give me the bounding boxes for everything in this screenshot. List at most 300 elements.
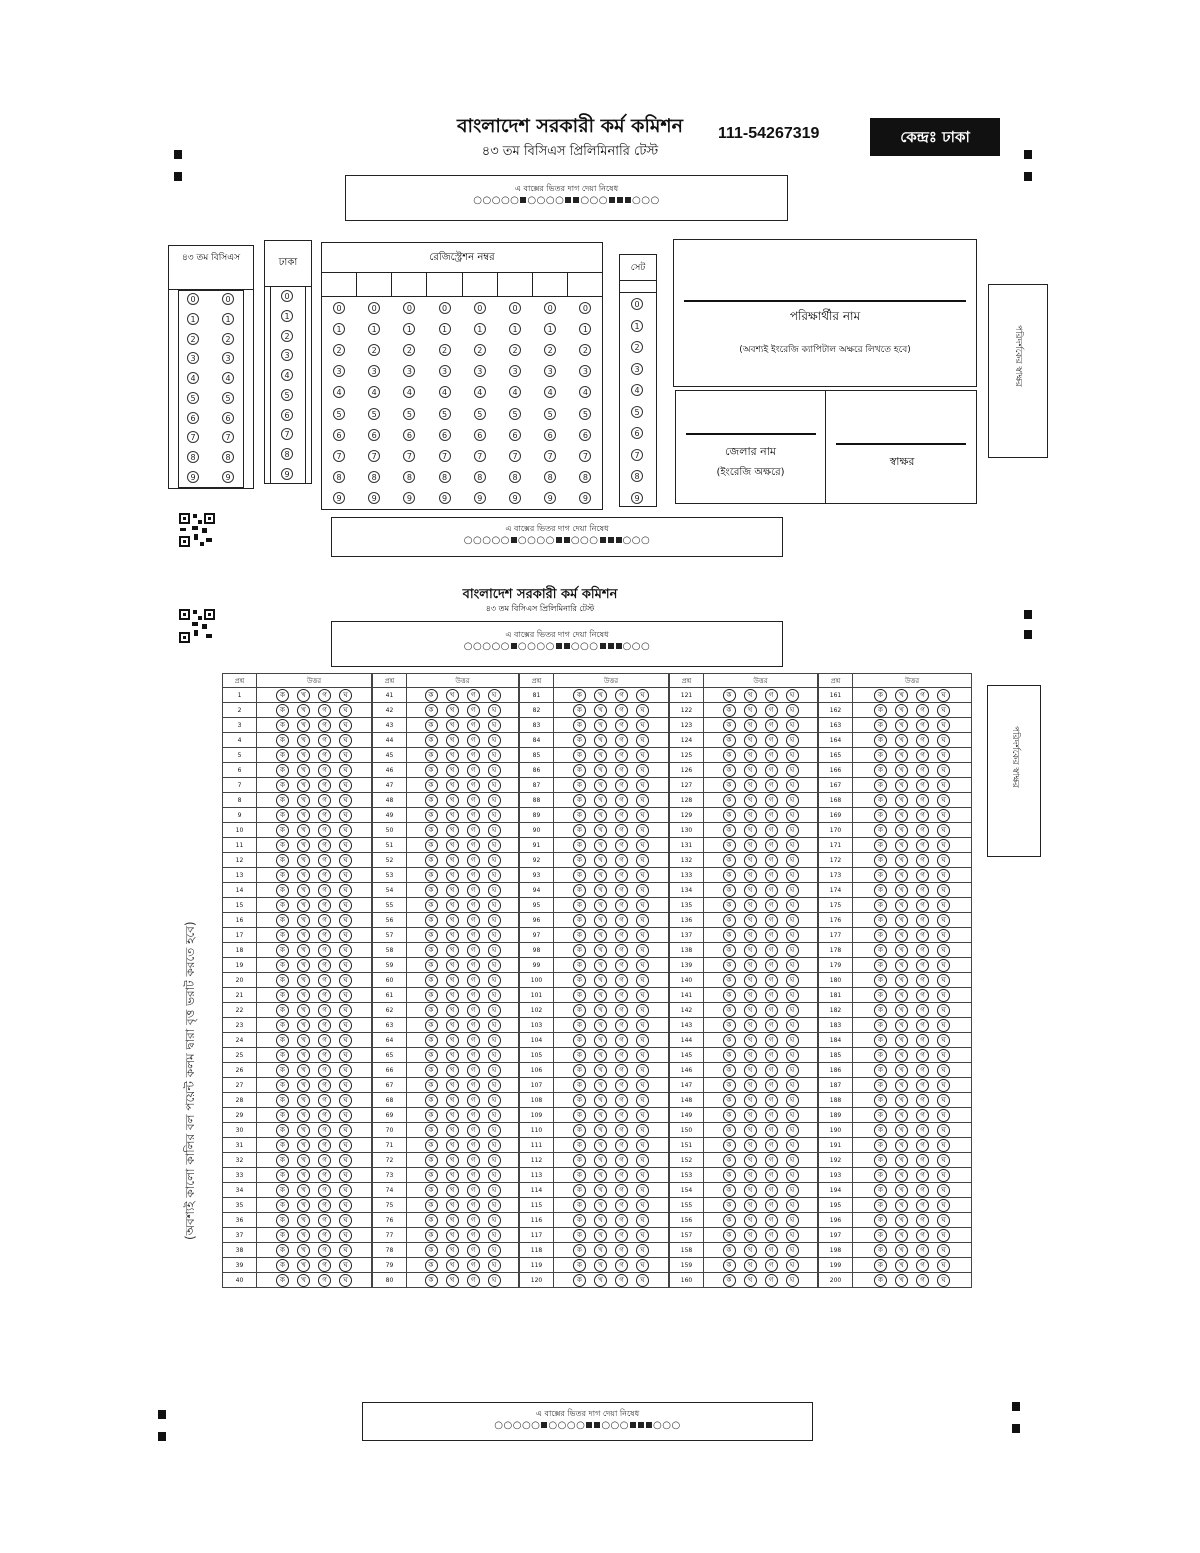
digit-bubble[interactable]: 6 — [222, 412, 234, 424]
answer-bubble[interactable]: ঘ — [937, 1139, 950, 1152]
answer-bubble[interactable]: খ — [744, 989, 757, 1002]
answer-bubble[interactable]: ঘ — [786, 854, 799, 867]
answer-bubble[interactable]: খ — [744, 1259, 757, 1272]
answer-bubble[interactable]: খ — [594, 854, 607, 867]
answer-bubble[interactable]: ক — [874, 704, 887, 717]
digit-bubble[interactable]: 1 — [333, 323, 345, 335]
digit-bubble[interactable]: 2 — [439, 344, 451, 356]
answer-bubble[interactable]: খ — [297, 1244, 310, 1257]
answer-bubble[interactable]: ঘ — [339, 1034, 352, 1047]
answer-bubble[interactable]: ক — [425, 839, 438, 852]
answer-bubble[interactable]: গ — [916, 1259, 929, 1272]
answer-bubble[interactable]: গ — [765, 1244, 778, 1257]
answer-bubble[interactable]: ক — [276, 809, 289, 822]
answer-bubble[interactable]: গ — [765, 989, 778, 1002]
answer-bubble[interactable]: ঘ — [339, 1094, 352, 1107]
digit-bubble[interactable]: 2 — [579, 344, 591, 356]
answer-bubble[interactable]: ঘ — [786, 899, 799, 912]
answer-bubble[interactable]: গ — [615, 989, 628, 1002]
answer-bubble[interactable]: ঘ — [339, 704, 352, 717]
answer-bubble[interactable]: ক — [723, 839, 736, 852]
digit-bubble[interactable]: 3 — [544, 365, 556, 377]
answer-bubble[interactable]: খ — [895, 749, 908, 762]
answer-bubble[interactable]: খ — [446, 1094, 459, 1107]
answer-bubble[interactable]: ক — [723, 809, 736, 822]
answer-bubble[interactable]: ঘ — [636, 884, 649, 897]
answer-bubble[interactable]: গ — [318, 1214, 331, 1227]
registration-digit-cell[interactable] — [427, 273, 462, 296]
answer-bubble[interactable]: ঘ — [339, 779, 352, 792]
answer-bubble[interactable]: খ — [297, 1109, 310, 1122]
answer-bubble[interactable]: গ — [765, 884, 778, 897]
answer-bubble[interactable]: ক — [874, 989, 887, 1002]
answer-bubble[interactable]: গ — [467, 719, 480, 732]
answer-bubble[interactable]: ঘ — [488, 1064, 501, 1077]
answer-bubble[interactable]: গ — [916, 1169, 929, 1182]
answer-bubble[interactable]: ঘ — [488, 1184, 501, 1197]
answer-bubble[interactable]: ঘ — [937, 1274, 950, 1287]
answer-bubble[interactable]: ক — [573, 1049, 586, 1062]
answer-bubble[interactable]: গ — [765, 929, 778, 942]
digit-bubble[interactable]: 7 — [631, 449, 643, 461]
answer-bubble[interactable]: গ — [765, 869, 778, 882]
answer-bubble[interactable]: ক — [276, 764, 289, 777]
digit-bubble[interactable]: 3 — [403, 365, 415, 377]
answer-bubble[interactable]: খ — [744, 899, 757, 912]
answer-bubble[interactable]: ঘ — [786, 1094, 799, 1107]
answer-bubble[interactable]: ক — [276, 1109, 289, 1122]
answer-bubble[interactable]: গ — [916, 959, 929, 972]
answer-bubble[interactable]: গ — [467, 884, 480, 897]
answer-bubble[interactable]: খ — [297, 944, 310, 957]
answer-bubble[interactable]: ঘ — [339, 734, 352, 747]
answer-bubble[interactable]: গ — [318, 854, 331, 867]
answer-bubble[interactable]: খ — [297, 1049, 310, 1062]
answer-bubble[interactable]: গ — [467, 764, 480, 777]
answer-bubble[interactable]: গ — [765, 794, 778, 807]
answer-bubble[interactable]: ঘ — [937, 1019, 950, 1032]
answer-bubble[interactable]: খ — [297, 899, 310, 912]
answer-bubble[interactable]: খ — [446, 1049, 459, 1062]
answer-bubble[interactable]: গ — [765, 1034, 778, 1047]
answer-bubble[interactable]: গ — [318, 1274, 331, 1287]
answer-bubble[interactable]: গ — [318, 839, 331, 852]
answer-bubble[interactable]: ঘ — [488, 734, 501, 747]
answer-bubble[interactable]: গ — [318, 824, 331, 837]
answer-bubble[interactable]: গ — [318, 1019, 331, 1032]
answer-bubble[interactable]: খ — [594, 1124, 607, 1137]
digit-bubble[interactable]: 4 — [544, 386, 556, 398]
answer-bubble[interactable]: গ — [467, 689, 480, 702]
answer-bubble[interactable]: ক — [425, 1064, 438, 1077]
answer-bubble[interactable]: ক — [874, 1274, 887, 1287]
answer-bubble[interactable]: ঘ — [339, 1199, 352, 1212]
answer-bubble[interactable]: খ — [744, 689, 757, 702]
answer-bubble[interactable]: খ — [594, 734, 607, 747]
digit-bubble[interactable]: 0 — [509, 302, 521, 314]
answer-bubble[interactable]: ঘ — [488, 899, 501, 912]
answer-bubble[interactable]: খ — [744, 1274, 757, 1287]
answer-bubble[interactable]: ঘ — [937, 809, 950, 822]
answer-bubble[interactable]: ক — [723, 914, 736, 927]
answer-bubble[interactable]: গ — [318, 749, 331, 762]
answer-bubble[interactable]: ক — [573, 749, 586, 762]
answer-bubble[interactable]: খ — [744, 794, 757, 807]
answer-bubble[interactable]: ক — [874, 914, 887, 927]
answer-bubble[interactable]: ক — [573, 734, 586, 747]
answer-bubble[interactable]: ক — [276, 749, 289, 762]
answer-bubble[interactable]: ঘ — [786, 734, 799, 747]
answer-bubble[interactable]: ক — [425, 689, 438, 702]
registration-digit-column[interactable] — [368, 302, 380, 504]
answer-bubble[interactable]: খ — [744, 734, 757, 747]
answer-bubble[interactable]: ক — [874, 1049, 887, 1062]
answer-bubble[interactable]: ক — [425, 974, 438, 987]
answer-bubble[interactable]: ক — [276, 1214, 289, 1227]
answer-bubble[interactable]: খ — [895, 1199, 908, 1212]
answer-bubble[interactable]: খ — [594, 974, 607, 987]
answer-bubble[interactable]: ক — [723, 1169, 736, 1182]
answer-bubble[interactable]: ঘ — [786, 1139, 799, 1152]
digit-bubble[interactable]: 7 — [474, 450, 486, 462]
answer-bubble[interactable]: ঘ — [488, 854, 501, 867]
digit-bubble[interactable]: 5 — [187, 392, 199, 404]
answer-bubble[interactable]: ক — [425, 869, 438, 882]
inspector-signature-box-bottom[interactable] — [987, 685, 1041, 857]
answer-bubble[interactable]: ঘ — [339, 1109, 352, 1122]
digit-bubble[interactable]: 0 — [187, 293, 199, 305]
answer-bubble[interactable]: ঘ — [786, 974, 799, 987]
answer-bubble[interactable]: ক — [276, 1124, 289, 1137]
answer-bubble[interactable]: খ — [297, 869, 310, 882]
answer-bubble[interactable]: ঘ — [786, 914, 799, 927]
answer-bubble[interactable]: ঘ — [488, 1259, 501, 1272]
answer-bubble[interactable]: ঘ — [786, 689, 799, 702]
answer-bubble[interactable]: ঘ — [937, 974, 950, 987]
answer-bubble[interactable]: ক — [425, 824, 438, 837]
answer-bubble[interactable]: ক — [874, 764, 887, 777]
answer-bubble[interactable]: খ — [744, 1244, 757, 1257]
answer-bubble[interactable]: ক — [874, 749, 887, 762]
answer-bubble[interactable]: ক — [874, 1139, 887, 1152]
answer-bubble[interactable]: খ — [446, 1064, 459, 1077]
set-digit-column[interactable] — [631, 298, 643, 504]
answer-bubble[interactable]: খ — [744, 1004, 757, 1017]
answer-bubble[interactable]: ঘ — [488, 989, 501, 1002]
digit-bubble[interactable]: 9 — [403, 492, 415, 504]
answer-bubble[interactable]: গ — [318, 1064, 331, 1077]
answer-bubble[interactable]: ক — [874, 929, 887, 942]
answer-bubble[interactable]: ক — [874, 689, 887, 702]
answer-bubble[interactable]: গ — [765, 1049, 778, 1062]
answer-bubble[interactable]: গ — [615, 824, 628, 837]
answer-bubble[interactable]: খ — [297, 1229, 310, 1242]
answer-bubble[interactable]: ঘ — [339, 764, 352, 777]
answer-bubble[interactable]: ঘ — [937, 929, 950, 942]
answer-bubble[interactable]: ঘ — [488, 1124, 501, 1137]
answer-bubble[interactable]: খ — [895, 1229, 908, 1242]
digit-bubble[interactable]: 3 — [631, 363, 643, 375]
digit-bubble[interactable]: 3 — [222, 352, 234, 364]
answer-bubble[interactable]: খ — [297, 734, 310, 747]
answer-bubble[interactable]: ঘ — [339, 989, 352, 1002]
answer-bubble[interactable]: ঘ — [937, 1109, 950, 1122]
answer-bubble[interactable]: ক — [276, 944, 289, 957]
answer-bubble[interactable]: ক — [425, 1169, 438, 1182]
answer-bubble[interactable]: ক — [573, 929, 586, 942]
answer-bubble[interactable]: ক — [425, 779, 438, 792]
answer-bubble[interactable]: খ — [744, 1169, 757, 1182]
answer-bubble[interactable]: ক — [276, 734, 289, 747]
answer-bubble[interactable]: ক — [573, 824, 586, 837]
answer-bubble[interactable]: ক — [874, 1004, 887, 1017]
answer-bubble[interactable]: ক — [573, 1094, 586, 1107]
answer-bubble[interactable]: ঘ — [786, 839, 799, 852]
answer-bubble[interactable]: ঘ — [937, 1229, 950, 1242]
answer-bubble[interactable]: ঘ — [488, 1019, 501, 1032]
answer-bubble[interactable]: খ — [895, 914, 908, 927]
answer-bubble[interactable]: গ — [318, 1109, 331, 1122]
digit-bubble[interactable]: 2 — [187, 333, 199, 345]
digit-bubble[interactable]: 6 — [403, 429, 415, 441]
answer-bubble[interactable]: গ — [467, 1214, 480, 1227]
answer-bubble[interactable]: খ — [297, 989, 310, 1002]
answer-bubble[interactable]: ঘ — [636, 914, 649, 927]
answer-bubble[interactable]: গ — [765, 1079, 778, 1092]
answer-bubble[interactable]: ক — [723, 1004, 736, 1017]
digit-bubble[interactable]: 8 — [631, 470, 643, 482]
answer-bubble[interactable]: ক — [874, 1199, 887, 1212]
registration-digit-column[interactable] — [439, 302, 451, 504]
answer-bubble[interactable]: খ — [594, 1199, 607, 1212]
answer-bubble[interactable]: ঘ — [636, 1109, 649, 1122]
answer-bubble[interactable]: গ — [916, 869, 929, 882]
digit-bubble[interactable]: 8 — [222, 451, 234, 463]
answer-bubble[interactable]: ক — [573, 1214, 586, 1227]
answer-bubble[interactable]: ঘ — [786, 809, 799, 822]
digit-bubble[interactable]: 1 — [187, 313, 199, 325]
answer-bubble[interactable]: ঘ — [636, 869, 649, 882]
answer-bubble[interactable]: ঘ — [937, 1184, 950, 1197]
answer-bubble[interactable]: ক — [276, 689, 289, 702]
answer-bubble[interactable]: খ — [446, 719, 459, 732]
digit-bubble[interactable]: 0 — [403, 302, 415, 314]
answer-bubble[interactable]: ঘ — [636, 1259, 649, 1272]
answer-bubble[interactable]: ঘ — [786, 1019, 799, 1032]
answer-bubble[interactable]: ক — [276, 1259, 289, 1272]
answer-bubble[interactable]: খ — [744, 839, 757, 852]
answer-bubble[interactable]: খ — [297, 929, 310, 942]
digit-bubble[interactable]: 1 — [439, 323, 451, 335]
answer-bubble[interactable]: ঘ — [488, 1049, 501, 1062]
answer-bubble[interactable]: গ — [615, 884, 628, 897]
answer-bubble[interactable]: ঘ — [786, 1199, 799, 1212]
digit-bubble[interactable]: 6 — [333, 429, 345, 441]
answer-bubble[interactable]: গ — [916, 734, 929, 747]
answer-bubble[interactable]: ঘ — [339, 1124, 352, 1137]
answer-bubble[interactable]: গ — [318, 989, 331, 1002]
digit-bubble[interactable]: 4 — [439, 386, 451, 398]
answer-bubble[interactable]: গ — [467, 1229, 480, 1242]
answer-bubble[interactable]: গ — [467, 779, 480, 792]
answer-bubble[interactable]: গ — [916, 1124, 929, 1137]
digit-bubble[interactable]: 1 — [368, 323, 380, 335]
answer-bubble[interactable]: ক — [723, 1109, 736, 1122]
answer-bubble[interactable]: গ — [615, 899, 628, 912]
answer-bubble[interactable]: খ — [744, 1109, 757, 1122]
answer-bubble[interactable]: খ — [297, 914, 310, 927]
answer-bubble[interactable]: খ — [446, 1034, 459, 1047]
digit-bubble[interactable]: 6 — [281, 409, 293, 421]
answer-bubble[interactable]: খ — [446, 824, 459, 837]
digit-bubble[interactable]: 5 — [579, 408, 591, 420]
answer-bubble[interactable]: গ — [467, 1184, 480, 1197]
answer-bubble[interactable]: গ — [615, 1064, 628, 1077]
digit-bubble[interactable]: 6 — [544, 429, 556, 441]
answer-bubble[interactable]: গ — [467, 914, 480, 927]
answer-bubble[interactable]: গ — [467, 1109, 480, 1122]
answer-bubble[interactable]: গ — [765, 824, 778, 837]
answer-bubble[interactable]: ঘ — [786, 959, 799, 972]
answer-bubble[interactable]: গ — [615, 1169, 628, 1182]
answer-bubble[interactable]: ঘ — [339, 1169, 352, 1182]
digit-bubble[interactable]: 8 — [368, 471, 380, 483]
answer-bubble[interactable]: খ — [594, 1169, 607, 1182]
answer-bubble[interactable]: খ — [297, 1064, 310, 1077]
answer-bubble[interactable]: ঘ — [937, 1259, 950, 1272]
digit-bubble[interactable]: 3 — [439, 365, 451, 377]
answer-bubble[interactable]: ঘ — [786, 1049, 799, 1062]
answer-bubble[interactable]: ক — [723, 1259, 736, 1272]
answer-bubble[interactable]: খ — [297, 824, 310, 837]
answer-bubble[interactable]: ক — [573, 1034, 586, 1047]
answer-bubble[interactable]: ঘ — [636, 794, 649, 807]
answer-bubble[interactable]: গ — [615, 764, 628, 777]
digit-bubble[interactable]: 0 — [631, 298, 643, 310]
answer-bubble[interactable]: ক — [573, 809, 586, 822]
registration-digit-cell[interactable] — [357, 273, 392, 296]
answer-bubble[interactable]: গ — [765, 899, 778, 912]
answer-bubble[interactable]: খ — [297, 809, 310, 822]
digit-bubble[interactable]: 3 — [474, 365, 486, 377]
answer-bubble[interactable]: খ — [594, 794, 607, 807]
answer-bubble[interactable]: খ — [594, 899, 607, 912]
digit-bubble[interactable]: 9 — [333, 492, 345, 504]
digit-bubble[interactable]: 2 — [333, 344, 345, 356]
answer-bubble[interactable]: ঘ — [488, 944, 501, 957]
answer-bubble[interactable]: ক — [276, 1169, 289, 1182]
answer-bubble[interactable]: খ — [446, 974, 459, 987]
answer-bubble[interactable]: খ — [446, 839, 459, 852]
answer-bubble[interactable]: খ — [446, 704, 459, 717]
answer-bubble[interactable]: ঘ — [488, 1274, 501, 1287]
answer-bubble[interactable]: ঘ — [937, 1154, 950, 1167]
registration-digit-column[interactable] — [579, 302, 591, 504]
answer-bubble[interactable]: খ — [744, 974, 757, 987]
answer-bubble[interactable]: ঘ — [636, 719, 649, 732]
answer-bubble[interactable]: খ — [895, 1169, 908, 1182]
digit-bubble[interactable]: 4 — [631, 384, 643, 396]
answer-bubble[interactable]: ক — [425, 1139, 438, 1152]
answer-bubble[interactable]: খ — [297, 1079, 310, 1092]
answer-bubble[interactable]: ক — [723, 1064, 736, 1077]
answer-bubble[interactable]: ক — [276, 974, 289, 987]
digit-bubble[interactable]: 2 — [631, 341, 643, 353]
digit-bubble[interactable]: 6 — [579, 429, 591, 441]
digit-bubble[interactable]: 3 — [368, 365, 380, 377]
answer-bubble[interactable]: খ — [594, 764, 607, 777]
digit-bubble[interactable]: 5 — [509, 408, 521, 420]
answer-bubble[interactable]: ঘ — [937, 824, 950, 837]
answer-bubble[interactable]: ক — [425, 1274, 438, 1287]
answer-bubble[interactable]: খ — [895, 1124, 908, 1137]
answer-bubble[interactable]: ক — [573, 899, 586, 912]
candidate-name-box[interactable] — [673, 239, 977, 387]
answer-bubble[interactable]: খ — [895, 1139, 908, 1152]
answer-bubble[interactable]: গ — [467, 734, 480, 747]
answer-bubble[interactable]: ক — [573, 1019, 586, 1032]
answer-bubble[interactable]: ঘ — [488, 1079, 501, 1092]
digit-bubble[interactable]: 4 — [281, 369, 293, 381]
answer-bubble[interactable]: ঘ — [339, 1004, 352, 1017]
digit-bubble[interactable]: 3 — [509, 365, 521, 377]
answer-bubble[interactable]: ঘ — [786, 1259, 799, 1272]
answer-bubble[interactable]: খ — [895, 1019, 908, 1032]
answer-bubble[interactable]: গ — [318, 764, 331, 777]
answer-bubble[interactable]: ঘ — [339, 1214, 352, 1227]
answer-bubble[interactable]: খ — [297, 704, 310, 717]
answer-bubble[interactable]: ঘ — [339, 1274, 352, 1287]
answer-bubble[interactable]: ক — [425, 1004, 438, 1017]
answer-bubble[interactable]: খ — [594, 1184, 607, 1197]
digit-bubble[interactable]: 6 — [474, 429, 486, 441]
answer-bubble[interactable]: ঘ — [339, 899, 352, 912]
digit-bubble[interactable]: 5 — [368, 408, 380, 420]
answer-bubble[interactable]: ঘ — [786, 779, 799, 792]
answer-bubble[interactable]: ক — [874, 1079, 887, 1092]
digit-bubble[interactable]: 0 — [474, 302, 486, 314]
digit-bubble[interactable]: 0 — [579, 302, 591, 314]
answer-bubble[interactable]: খ — [594, 1229, 607, 1242]
answer-bubble[interactable]: গ — [467, 1244, 480, 1257]
answer-bubble[interactable]: ক — [723, 1094, 736, 1107]
answer-bubble[interactable]: খ — [895, 1244, 908, 1257]
answer-bubble[interactable]: গ — [765, 704, 778, 717]
answer-bubble[interactable]: খ — [744, 1079, 757, 1092]
answer-bubble[interactable]: গ — [615, 869, 628, 882]
answer-bubble[interactable]: গ — [318, 1244, 331, 1257]
answer-bubble[interactable]: ক — [425, 1079, 438, 1092]
answer-bubble[interactable]: ঘ — [488, 929, 501, 942]
answer-bubble[interactable]: ঘ — [636, 839, 649, 852]
answer-bubble[interactable]: ঘ — [937, 1169, 950, 1182]
answer-bubble[interactable]: ক — [276, 1064, 289, 1077]
answer-bubble[interactable]: গ — [318, 884, 331, 897]
answer-bubble[interactable]: ঘ — [636, 974, 649, 987]
answer-bubble[interactable]: ক — [874, 794, 887, 807]
answer-bubble[interactable]: গ — [916, 1199, 929, 1212]
answer-bubble[interactable]: ক — [573, 854, 586, 867]
answer-bubble[interactable]: ঘ — [339, 749, 352, 762]
answer-bubble[interactable]: খ — [297, 779, 310, 792]
answer-bubble[interactable]: ক — [723, 1229, 736, 1242]
answer-bubble[interactable]: ঘ — [488, 884, 501, 897]
exam-digit-column[interactable] — [222, 293, 234, 483]
answer-bubble[interactable]: খ — [594, 929, 607, 942]
answer-bubble[interactable]: খ — [744, 1034, 757, 1047]
answer-bubble[interactable]: ঘ — [937, 1049, 950, 1062]
answer-bubble[interactable]: ক — [874, 1169, 887, 1182]
